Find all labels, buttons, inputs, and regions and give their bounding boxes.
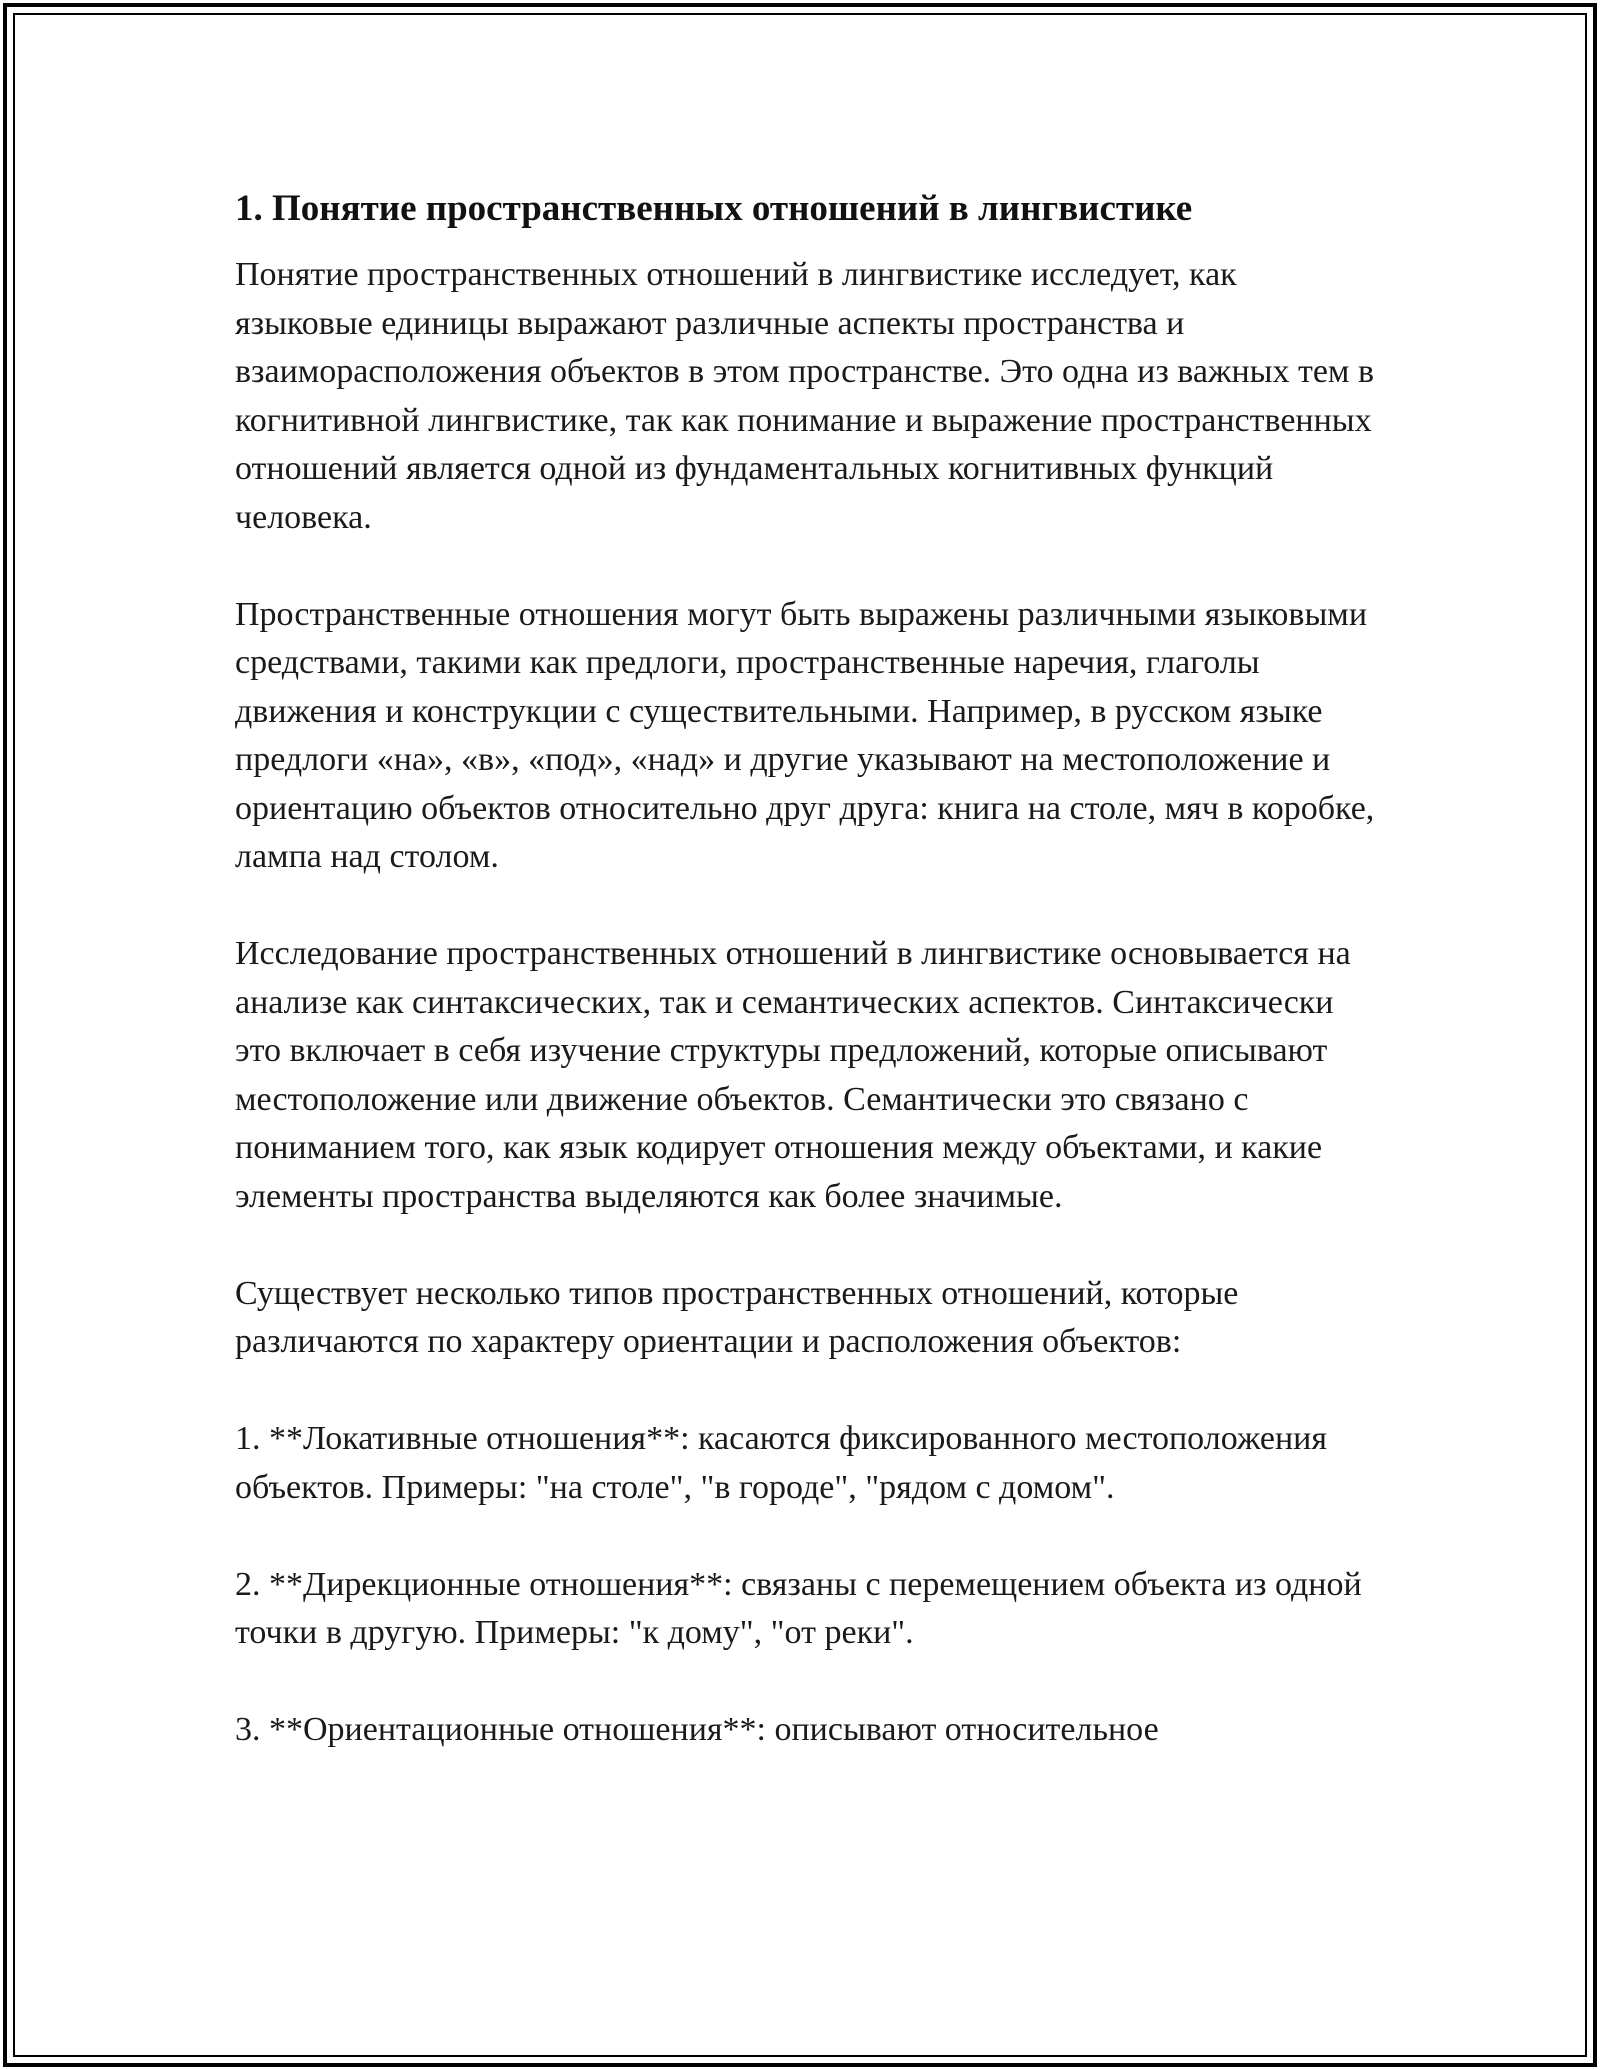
- paragraph-research: Исследование пространственных отношений в лингвистике основывается на анализе как синтаксических, так и семантических аспектов. Синтаксически это включает в себя изучение структуры предложений, которые описывают местоположение или движение объектов. Семантически это связано с пониманием того, как язык кодирует отношения между объектами, и какие элементы пространства выделяются как более значимые.: [235, 935, 1351, 1215]
- document-body: [235, 185, 1375, 1755]
- list-item-orientational: 3. **Ориентационные отношения**: описывают относительное: [235, 1711, 1159, 1748]
- section-heading: 1. Понятие пространственных отношений в лингвистике: [235, 188, 1193, 229]
- list-item-locative: 1. **Локативные отношения**: касаются фиксированного местоположения объектов. Примеры: "на столе", "в городе", "рядом с домом".: [235, 1420, 1328, 1506]
- list-item-directional: 2. **Дирекционные отношения**: связаны с перемещением объекта из одной точки в другую. Примеры: "к дому", "от реки".: [235, 1565, 1362, 1651]
- paragraph-means: Пространственные отношения могут быть выражены различными языковыми средствами, такими как предлоги, пространственные наречия, глаголы движения и конструкции с существительными. Например, в русском языке предлоги «на», «в», «под», «над» и другие указывают на местоположение и ориентацию объектов относительно друг друга: книга на столе, мяч в коробке, лампа над столом.: [235, 595, 1375, 875]
- paragraph-intro: Понятие пространственных отношений в лингвистике исследует, как языковые единицы выражают различные аспекты пространства и взаиморасположения объектов в этом пространстве. Это одна из важных тем в когнитивной лингвистике, так как понимание и выражение пространственных отношений является одной из фундаментальных когнитивных функций человека.: [235, 256, 1374, 536]
- paragraph-types-intro: Существует несколько типов пространственных отношений, которые различаются по характеру ориентации и расположения объектов:: [235, 1274, 1239, 1360]
